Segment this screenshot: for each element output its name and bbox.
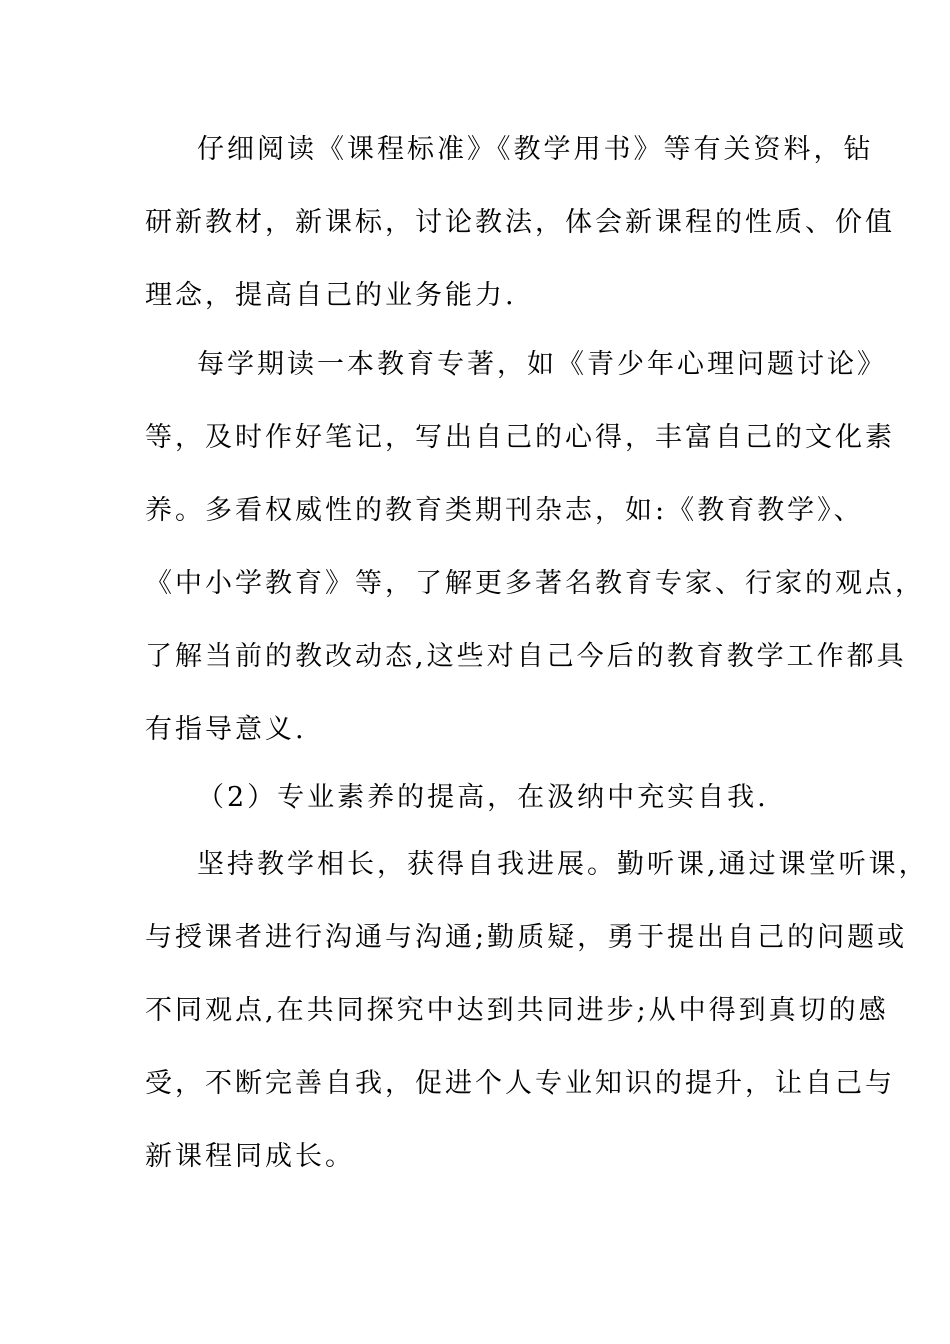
- paragraph-4-line-2: 与授课者进行沟通与沟通;勤质疑，勇于提出自己的问题或: [145, 922, 908, 953]
- paragraph-4-line-4: 受，不断完善自我，促进个人专业知识的提升，让自己与: [145, 1068, 895, 1099]
- paragraph-1-line-3: 理念，提高自己的业务能力.: [145, 280, 517, 311]
- section-subheading: （2）专业素养的提高，在汲纳中充实自我.: [197, 782, 769, 813]
- paragraph-2-line-3: 养。多看权威性的教育类期刊杂志，如:《教育教学》、: [145, 495, 864, 526]
- paragraph-2-line-4: 《中小学教育》等，了解更多著名教育专家、行家的观点，: [145, 568, 925, 599]
- paragraph-2-line-6: 有指导意义.: [145, 714, 307, 745]
- paragraph-1-line-1: 仔细阅读《课程标准》《教学用书》等有关资料，钻: [197, 134, 874, 165]
- paragraph-4-line-3: 不同观点,在共同探究中达到共同进步;从中得到真切的感: [145, 995, 889, 1026]
- paragraph-2-line-2: 等，及时作好笔记，写出自己的心得，丰富自己的文化素: [145, 422, 895, 453]
- paragraph-1-line-2: 研新教材，新课标，讨论教法，体会新课程的性质、价值: [145, 207, 895, 238]
- paragraph-4-line-1: 坚持教学相长，获得自我进展。勤听课,通过课堂听课，: [197, 849, 929, 880]
- paragraph-2-line-1: 每学期读一本教育专著，如《青少年心理问题讨论》: [197, 349, 887, 380]
- paragraph-2-line-5: 了解当前的教改动态,这些对自己今后的教育教学工作都具: [145, 641, 907, 672]
- paragraph-4-line-5: 新课程同成长。: [145, 1141, 355, 1172]
